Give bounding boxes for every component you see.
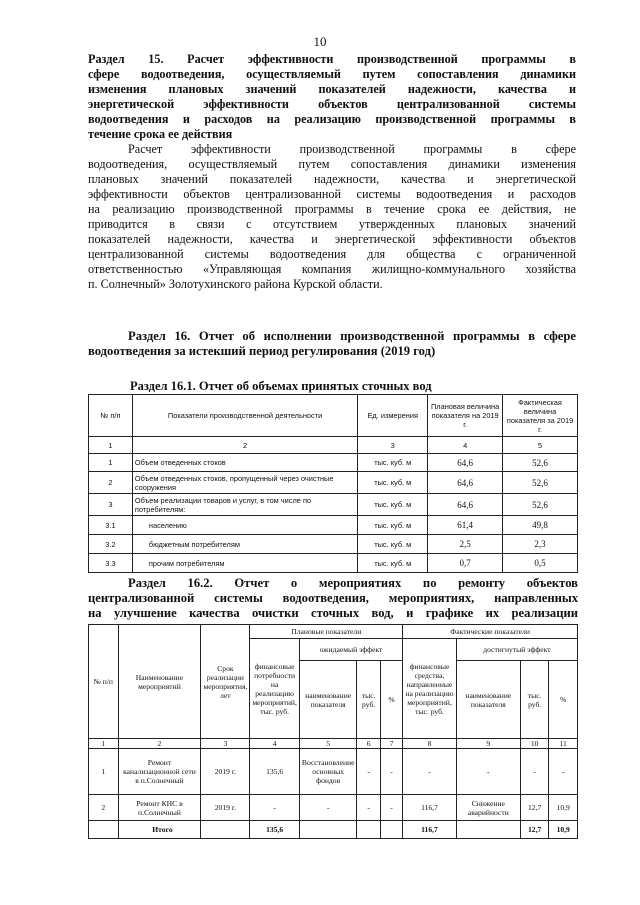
cell-actual: 2,3: [503, 535, 578, 554]
header-actual: Фактическая величина показателя за 2019 г.: [503, 395, 578, 437]
cell-name: Объем реализации товаров и услуг, в том числе по потребителям:: [132, 494, 357, 516]
cell-num: 3.1: [89, 516, 133, 535]
column-number-row: [89, 437, 578, 454]
header-num: № п/п: [89, 625, 119, 739]
total-plan-indicator: [299, 821, 357, 839]
cell-planned: 0,7: [428, 554, 503, 573]
cell-actual: 52,6: [503, 472, 578, 494]
header-expected-effect: ожидаемый эффект: [299, 639, 402, 661]
cell-actual: 0,5: [503, 554, 578, 573]
header-term: Срок реализации мероприятия, лет: [201, 625, 250, 739]
cell-plan-indicator: -: [299, 795, 357, 821]
column-number: 5: [299, 739, 357, 749]
page-number: 10: [313, 34, 327, 49]
cell-plan-pct: -: [380, 795, 402, 821]
header-unit: Ед. измерения: [358, 395, 428, 437]
cell-planned: 64,6: [428, 494, 503, 516]
cell-plan-rub: -: [357, 795, 380, 821]
table-row: [89, 472, 578, 494]
body-line: ответственностью «Управляющая компания жилищно-коммунального хозяйства: [88, 262, 576, 276]
header-thousand-rub: тыс. руб.: [357, 661, 380, 739]
body-line: на реализацию производственной программы в течение срока ее действия, не: [88, 202, 576, 216]
column-number-row: [89, 739, 578, 749]
cell-num: 3.3: [89, 554, 133, 573]
header-percent: %: [549, 661, 578, 739]
total-label: Итого: [118, 821, 201, 839]
cell-unit: тыс. куб. м: [358, 535, 428, 554]
total-row: [89, 821, 578, 839]
cell-unit: тыс. куб. м: [358, 554, 428, 573]
volumes-table: [88, 394, 578, 573]
header-indicator-name: наименование показателя: [299, 661, 357, 739]
cell-planned: 2,5: [428, 535, 503, 554]
cell-unit: тыс. куб. м: [358, 454, 428, 472]
header-planned-group: Плановые показатели: [250, 625, 403, 639]
cell-plan-pct: -: [380, 749, 402, 795]
column-number: 7: [380, 739, 402, 749]
cell-fact-indicator: Снижение аварийности: [456, 795, 520, 821]
total-fact-indicator: [456, 821, 520, 839]
cell-fact-pct: 10,9: [549, 795, 578, 821]
total-plan-fin: 135,6: [250, 821, 300, 839]
cell-num: 3: [89, 494, 133, 516]
total-fact-fin: 116,7: [403, 821, 457, 839]
header-planned-finance: финансовые потребности на реализацию мероприятий, тыс. руб.: [250, 639, 300, 739]
cell-name: прочим потребителям: [132, 554, 357, 573]
cell-name: бюджетным потребителям: [132, 535, 357, 554]
cell-actual: 52,6: [503, 454, 578, 472]
table-row: [89, 454, 578, 472]
column-number: 8: [403, 739, 457, 749]
cell-term: [201, 821, 250, 839]
cell-num: 1: [89, 749, 119, 795]
body-line: плановых значений показателей надежности, качества и энергетической: [88, 172, 576, 186]
cell-unit: тыс. куб. м: [358, 472, 428, 494]
section16-1-title: Раздел 16.1. Отчет об объемах принятых сточных вод: [130, 379, 432, 393]
cell-actual: 49,8: [503, 516, 578, 535]
cell-plan-fin: -: [250, 795, 300, 821]
heading-line: энергетической эффективности объектов централизованной системы: [88, 97, 576, 111]
cell-fact-fin: -: [403, 749, 457, 795]
cell-planned: 64,6: [428, 472, 503, 494]
section15-body: [88, 142, 576, 292]
cell-name: Ремонт КНС в п.Солнечный: [118, 795, 201, 821]
cell-plan-indicator: Восстановление основных фондов: [299, 749, 357, 795]
header-thousand-rub: тыс. руб.: [520, 661, 549, 739]
total-plan-rub: [357, 821, 380, 839]
table-header-row: [89, 625, 578, 639]
body-line: централизованной системы водоотведения для общества с ограниченной: [88, 247, 576, 261]
header-percent: %: [380, 661, 402, 739]
table-row: [89, 795, 578, 821]
total-fact-rub: 12,7: [520, 821, 549, 839]
table-row: [89, 749, 578, 795]
body-line: п. Солнечный» Золотухинского района Курской области.: [88, 277, 383, 291]
cell-name: Объем отведенных стоков: [132, 454, 357, 472]
heading-line: Раздел 16. Отчет об исполнении производственной программы в сфере: [128, 329, 576, 343]
heading-line: Раздел 15. Расчет эффективности производственной программы в: [88, 52, 576, 66]
cell-num: 2: [89, 472, 133, 494]
body-line: эффективности объектов централизованной системы водоотведения и расходов: [88, 187, 576, 201]
cell-fact-pct: -: [549, 749, 578, 795]
cell-unit: тыс. куб. м: [358, 516, 428, 535]
cell-term: 2019 г.: [201, 749, 250, 795]
title-line: Раздел 16.2. Отчет о мероприятиях по ремонту объектов: [128, 576, 578, 590]
cell-fact-rub: -: [520, 749, 549, 795]
heading-line: сфере водоотведения, осуществляемый путем сопоставления динамики: [88, 67, 576, 81]
cell-fact-rub: 12,7: [520, 795, 549, 821]
table-row: [89, 494, 578, 516]
total-fact-pct: 10,9: [549, 821, 578, 839]
cell-name: Ремонт канализационной сети в п.Солнечный: [118, 749, 201, 795]
header-indicator: Показатели производственной деятельности: [132, 395, 357, 437]
column-number: 2: [132, 437, 357, 454]
body-line: приводится в связи с отсутствием утвержденных плановых значений: [88, 217, 576, 231]
section16-heading: [88, 329, 576, 359]
cell-plan-rub: -: [357, 749, 380, 795]
header-indicator-name: наименование показателя: [456, 661, 520, 739]
cell-fact-indicator: -: [456, 749, 520, 795]
cell-num: [89, 821, 119, 839]
section15-heading: [88, 52, 576, 142]
measures-table: [88, 624, 578, 839]
cell-num: 1: [89, 454, 133, 472]
cell-planned: 64,6: [428, 454, 503, 472]
cell-plan-fin: 135,6: [250, 749, 300, 795]
title-line: на улучшение качества очистки сточных вод, и графике их реализации: [88, 606, 578, 620]
column-number: 3: [201, 739, 250, 749]
header-achieved-effect: достигнутый эффект: [456, 639, 577, 661]
column-number: 3: [358, 437, 428, 454]
cell-planned: 61,4: [428, 516, 503, 535]
column-number: 6: [357, 739, 380, 749]
table-row: [89, 554, 578, 573]
body-line: показателей надежности, качества и энергетической эффективности объектов: [88, 232, 576, 246]
column-number: 2: [118, 739, 201, 749]
cell-name: Объем отведенных стоков, пропущенный через очистные сооружения: [132, 472, 357, 494]
cell-actual: 52,6: [503, 494, 578, 516]
cell-num: 2: [89, 795, 119, 821]
column-number: 1: [89, 437, 133, 454]
column-number: 9: [456, 739, 520, 749]
cell-num: 3.2: [89, 535, 133, 554]
column-number: 11: [549, 739, 578, 749]
cell-unit: тыс. куб. м: [358, 494, 428, 516]
table-header-row: [89, 395, 578, 437]
column-number: 5: [503, 437, 578, 454]
table-row: [89, 535, 578, 554]
cell-term: 2019 г.: [201, 795, 250, 821]
body-line: водоотведения, осуществляемый путем сопоставления динамики изменения: [88, 157, 576, 171]
total-plan-pct: [380, 821, 402, 839]
column-number: 10: [520, 739, 549, 749]
heading-line: водоотведения за истекший период регулирования (2019 год): [88, 344, 436, 358]
header-actual-group: Фактические показатели: [403, 625, 578, 639]
heading-line: течение срока ее действия: [88, 127, 233, 141]
header-num: № п/п: [89, 395, 133, 437]
table-row: [89, 516, 578, 535]
header-planned: Плановая величина показателя на 2019 г.: [428, 395, 503, 437]
header-actual-finance: финансовые средства, направленные на реализацию мероприятий, тыс. руб.: [403, 639, 457, 739]
column-number: 4: [250, 739, 300, 749]
body-line: Расчет эффективности производственной программы в сфере: [128, 142, 576, 156]
heading-line: изменения плановых значений показателей надежности, качества и: [88, 82, 576, 96]
cell-fact-fin: 116,7: [403, 795, 457, 821]
title-line: централизованной системы водоотведения, мероприятиях, направленных: [88, 591, 578, 605]
heading-line: водоотведения и расходов на реализацию производственной программы в: [88, 112, 576, 126]
cell-name: населению: [132, 516, 357, 535]
section16-2-title: [88, 576, 578, 621]
header-name: Наименование мероприятий: [118, 625, 201, 739]
column-number: 4: [428, 437, 503, 454]
column-number: 1: [89, 739, 119, 749]
